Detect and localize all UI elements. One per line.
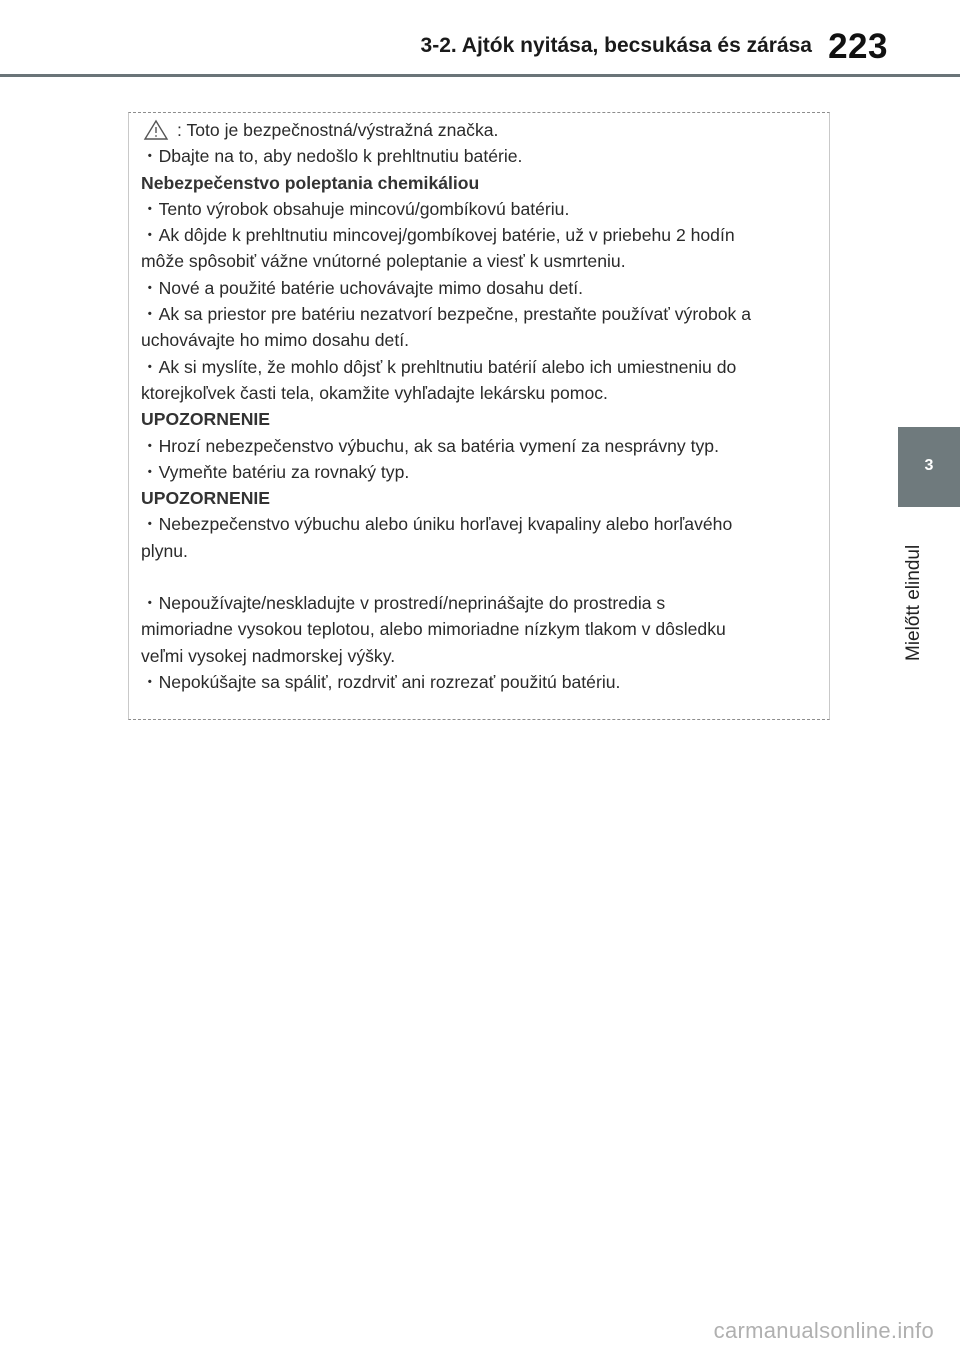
warning-text-line: ・Nebezpečenstvo výbuchu alebo úniku horľavej kvapaliny alebo horľavého [141, 514, 733, 535]
page-header [0, 0, 960, 80]
warning-text-line: ・Tento výrobok obsahuje mincovú/gombíkovú batériu. [141, 198, 570, 219]
section-title: 3-2. Ajtók nyitása, becsukása és zárása [420, 34, 812, 57]
warning-text-line: veľmi vysokej nadmorskej výšky. [141, 645, 396, 666]
warning-text-line: ・Hrozí nebezpečenstvo výbuchu, ak sa batéria vymení za nesprávny typ. [141, 435, 719, 456]
warning-text-line: ・Ak sa priestor pre batériu nezatvorí bezpečne, prestaňte používať výrobok a [141, 304, 751, 325]
warning-text-line: ・Vymeňte batériu za rovnaký typ. [141, 461, 410, 482]
page-number: 223 [828, 27, 888, 66]
warning-triangle-icon [143, 119, 169, 141]
warning-text-block [141, 117, 821, 695]
warning-text-line: plynu. [141, 540, 188, 561]
blank-line [141, 564, 821, 590]
warning-text-line: ・Nepoužívajte/neskladujte v prostredí/neprinášajte do prostredia s [141, 593, 666, 614]
watermark: carmanualsonline.info [713, 1318, 934, 1343]
warning-text-line: ・Nové a použité batérie uchovávajte mimo dosahu detí. [141, 277, 584, 298]
warning-heading: UPOZORNENIE [141, 409, 271, 430]
warning-text-line: ktorejkoľvek časti tela, okamžite vyhľadajte lekársku pomoc. [141, 382, 608, 403]
battery-warning-box [128, 112, 830, 720]
warning-symbol-line [141, 117, 821, 143]
warning-heading: Nebezpečenstvo poleptania chemikáliou [141, 172, 480, 193]
warning-symbol-caption: : Toto je bezpečnostná/výstražná značka. [177, 120, 499, 140]
chapter-label-container [903, 515, 933, 665]
chapter-number: 3 [924, 457, 934, 474]
warning-text-line: ・Ak dôjde k prehltnutiu mincovej/gombíkovej batérie, už v priebehu 2 hodín [141, 225, 735, 246]
warning-text-line: ・Ak si myslíte, že mohlo dôjsť k prehltnutiu batérií alebo ich umiestneniu do [141, 356, 737, 377]
chapter-tab[interactable] [898, 427, 960, 507]
header-rule [0, 74, 960, 77]
warning-heading: UPOZORNENIE [141, 488, 271, 509]
warning-text-line: môže spôsobiť vážne vnútorné poleptanie a viesť k usmrteniu. [141, 251, 626, 272]
warning-text-line: mimoriadne vysokou teplotou, alebo mimoriadne nízkym tlakom v dôsledku [141, 619, 726, 640]
chapter-label: Mielőtt elindul [903, 544, 924, 661]
warning-text-line: ・Dbajte na to, aby nedošlo k prehltnutiu batérie. [141, 146, 523, 167]
warning-text-line: uchovávajte ho mimo dosahu detí. [141, 330, 409, 351]
warning-text-line: ・Nepokúšajte sa spáliť, rozdrviť ani rozrezať použitú batériu. [141, 671, 621, 692]
